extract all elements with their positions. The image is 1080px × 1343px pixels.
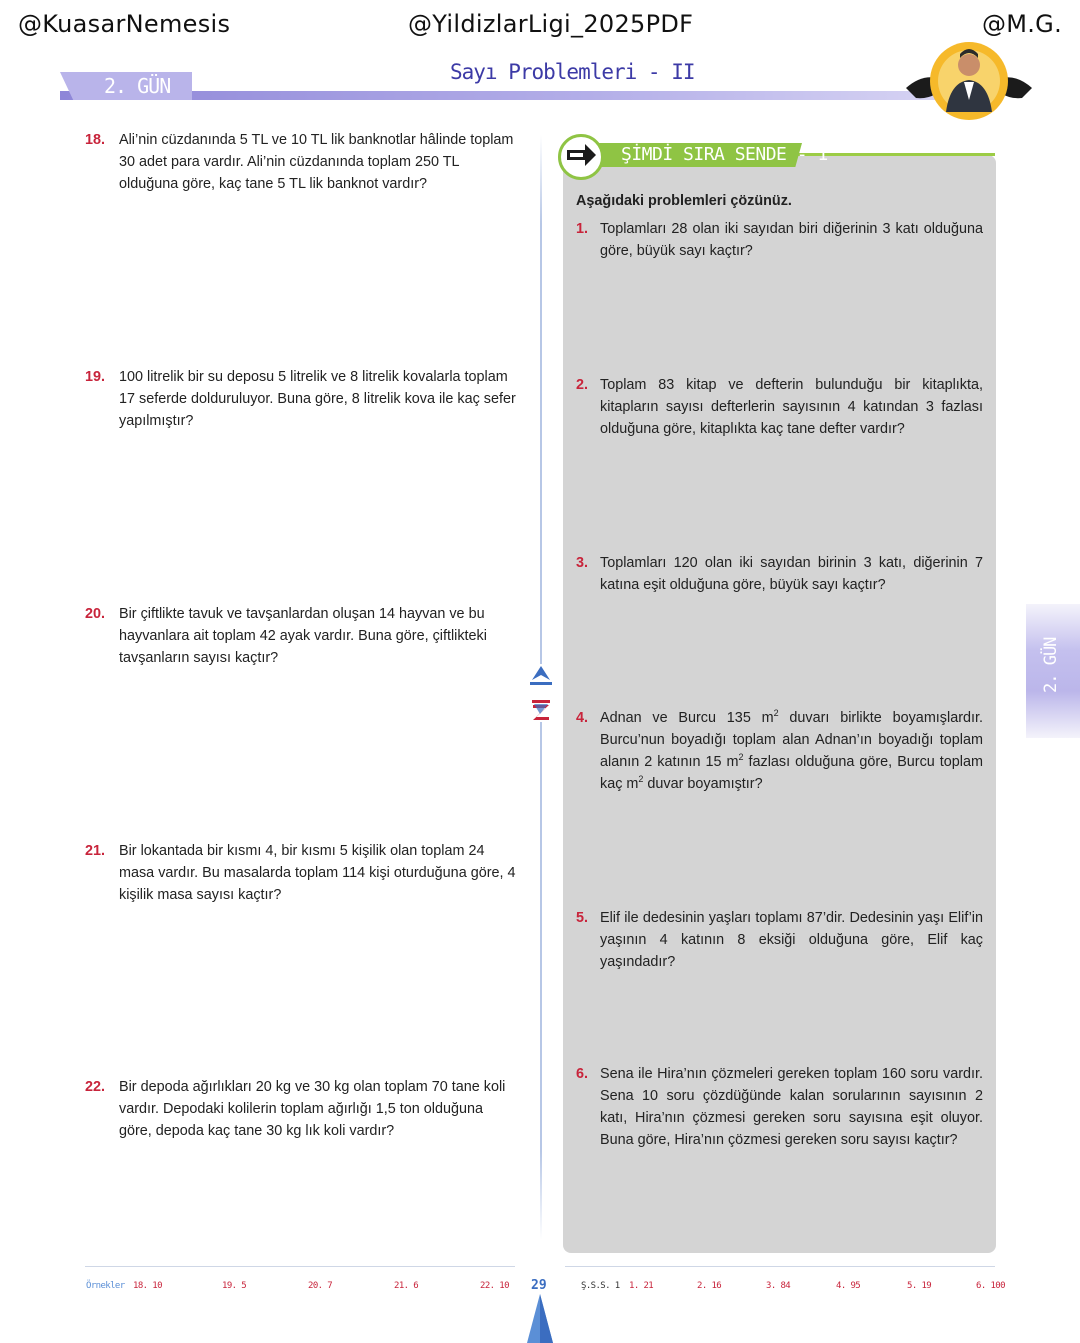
answer-key-item: 6. 100 — [976, 1281, 1005, 1291]
header-bar — [60, 91, 940, 100]
answer-key-item: 20. 7 — [308, 1281, 333, 1291]
problem-number: 6. — [576, 1066, 589, 1082]
page-number: 29 — [531, 1278, 547, 1293]
publisher-logo-icon — [528, 664, 554, 722]
answer-key-item: 21. 6 — [394, 1281, 419, 1291]
problem-number: 2. — [576, 377, 589, 393]
answer-key-item: 19. 5 — [222, 1281, 247, 1291]
answer-key-item: 18. 10 — [133, 1281, 162, 1291]
problem-text: 100 litrelik bir su deposu 5 litrelik ve 8 litrelik kovalarla toplam 17 seferde dolduruluyor. Buna göre, 8 litrelik kova ile kaç sefer yapılmıştır? — [119, 369, 516, 429]
watermark-right: @M.G. — [981, 10, 1062, 38]
answer-key-item: 4. 95 — [836, 1281, 861, 1291]
superscript: 2 — [638, 774, 644, 784]
watermark-left: @KuasarNemesis — [18, 10, 231, 38]
problem-text: Toplam 83 kitap ve defterin bulunduğu bir kitaplıkta, kitapların sayısı defterlerin sayısının 4 katından 3 fazlası olduğuna göre, kitaplıkta kaç tane defter vardır? — [600, 377, 983, 437]
problem-text: Bir depoda ağırlıkları 20 kg ve 30 kg olan toplam 70 tane koli vardır. Depodaki kolilerin toplam ağırlığı 1,5 ton olduğuna göre, depoda kaç tane 30 kg lık koli vardır? — [119, 1079, 506, 1139]
problem-text: Elif ile dedesinin yaşları toplamı 87’dir. Dedesinin yaşı Elif’in yaşının 4 katının 8 eksiği olduğuna göre, Elif kaç yaşındadır? — [600, 910, 983, 970]
problem-text: Toplamları 28 olan iki sayıdan biri diğerinin 3 katı olduğuna göre, büyük sayı kaçtır? — [600, 221, 983, 259]
page-title: Sayı Problemleri - II — [450, 60, 695, 84]
problem-number: 21. — [85, 843, 106, 859]
answer-key-item: 5. 19 — [907, 1281, 932, 1291]
problem-number: 3. — [576, 555, 589, 571]
problem-text: Bir çiftlikte tavuk ve tavşanlardan oluşan 14 hayvan ve bu hayvanlara ait toplam 42 ayak vardır. Buna göre, çiftlikteki tavşanların sayısı kaçtır? — [119, 606, 487, 666]
answer-key-item: 1. 21 — [629, 1281, 654, 1291]
problem-text: Ali’nin cüzdanında 5 TL ve 10 TL lik banknotlar hâlinde toplam 30 adet para vardır. Ali’nin cüzdanında toplam 250 TL olduğuna göre, kaç tane 5 TL lik banknot vardır? — [119, 132, 514, 192]
problem-number: 19. — [85, 369, 106, 385]
answer-key-item: 3. 84 — [766, 1281, 791, 1291]
side-day-label: 2. GÜN — [1041, 637, 1061, 693]
problem-number: 5. — [576, 910, 589, 926]
footer-line-left — [85, 1266, 515, 1267]
sss-label: Ş.S.S. 1 — [581, 1281, 620, 1291]
problem-text: Sena ile Hira’nın çözmeleri gereken toplam 160 soru vardır. Sena 10 soru çözdüğünde kalan sorularının sayısının 2 katı, Hira’nın çözmesi gereken soru sayısına eşit oluyor. Buna göre, Hira’nın çözmesi gereken soru sayısı kaçtır? — [600, 1066, 983, 1148]
panel-instruction: Aşağıdaki problemleri çözünüz. — [576, 193, 792, 209]
watermark-center: @YildizlarLigi_2025PDF — [408, 10, 694, 38]
problem-number: 1. — [576, 221, 589, 237]
problem-number: 4. — [576, 710, 589, 726]
mascot-illustration — [906, 40, 1032, 122]
hand-arrow-icon — [563, 140, 599, 170]
panel-title: ŞİMDİ SIRA SENDE - 1 — [621, 144, 828, 165]
superscript: 2 — [773, 708, 779, 718]
examples-label: Örnekler — [86, 1281, 125, 1291]
text-part: Adnan ve Burcu 135 m — [600, 710, 774, 726]
problem-number: 20. — [85, 606, 106, 622]
text-part: duvarı birlikte boyamışlardır. Burcu’nun boyadığı toplam alan Adnan’ın boyadığı toplam alanın 2 katının 15 m — [600, 710, 983, 770]
answer-key-item: 2. 16 — [697, 1281, 722, 1291]
problem-text — [600, 707, 983, 795]
superscript: 2 — [738, 752, 744, 762]
page-marker-icon — [527, 1294, 553, 1343]
problem-number: 18. — [85, 132, 106, 148]
day-label: 2. GÜN — [104, 74, 171, 98]
problem-text: Bir lokantada bir kısmı 4, bir kısmı 5 kişilik olan toplam 24 masa vardır. Bu masalarda toplam 114 kişi oturduğuna göre, 4 kişilik masa sayısı kaçtır? — [119, 843, 516, 903]
problem-text: Toplamları 120 olan iki sayıdan birinin 3 katı, diğerinin 7 katına eşit olduğuna göre, büyük sayı kaçtır? — [600, 555, 983, 593]
answer-key-item: 22. 10 — [480, 1281, 509, 1291]
problem-number: 22. — [85, 1079, 106, 1095]
text-part: duvar boyamıştır? — [643, 776, 763, 792]
text-part: fazlası olduğuna göre, Burcu toplam kaç m — [600, 754, 983, 792]
footer-line-right — [565, 1266, 995, 1267]
